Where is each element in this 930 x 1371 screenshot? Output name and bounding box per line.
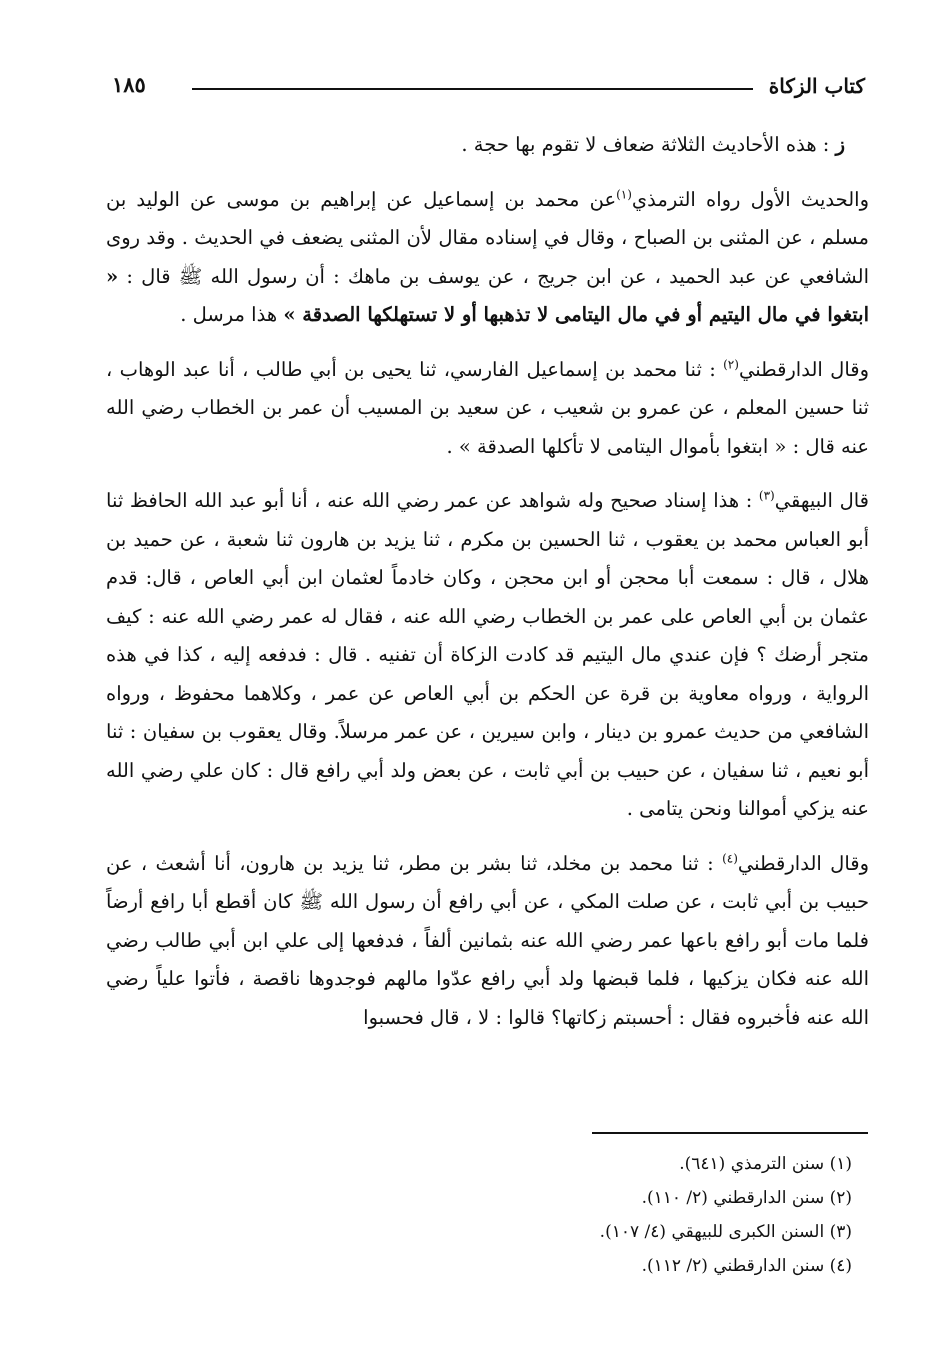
- paragraph-daraqutni-2-intro: وقال الدارقطني: [737, 851, 870, 875]
- footnote-ref-3[interactable]: (٣): [758, 488, 775, 503]
- footnote-1: (١) سنن الترمذي (٦٤١).: [679, 1154, 852, 1174]
- editor-note-mark: ز: [835, 133, 845, 156]
- footnote-2: (٢) سنن الدارقطني (٢/ ١١٠).: [641, 1188, 852, 1208]
- paragraph-tirmidhi-body: عن محمد بن إسماعيل عن إبراهيم بن موسى عن الوليد بن مسلم ، عن المثنى بن الصباح ، وقال في إسناده مقال لأن المثنى يضعف في الحديث . وقد روى الشافعي عن عبد الحميد ، عن ابن جريج ، عن يوسف بن ماهك : أن رسول الله ﷺ قال :: [106, 187, 869, 288]
- footnote-ref-1[interactable]: (١): [616, 187, 632, 201]
- footnote-3: (٣) السنن الكبرى للبيهقي (٤/ ١٠٧).: [599, 1222, 852, 1242]
- main-text: [106, 126, 869, 1053]
- chapter-title: كتاب الزكاة: [768, 74, 865, 98]
- footnotes: [352, 1147, 852, 1283]
- footnote-ref-2[interactable]: (٢): [723, 357, 739, 371]
- page-number: ١٨٥: [112, 72, 146, 97]
- paragraph-tirmidhi-intro: والحديث الأول رواه الترمذي: [631, 187, 869, 211]
- paragraph-bayhaqi-intro: قال البيهقي: [774, 489, 869, 512]
- paragraph-tirmidhi-end: هذا مرسل .: [180, 303, 278, 326]
- editor-note: [106, 126, 869, 165]
- paragraph-bayhaqi-body: : هذا إسناد صحيح وله شواهد عن عمر رضي الله عنه ، أنا أبو عبد الله الحافظ ثنا أبو العباس محمد بن يعقوب ، ثنا الحسين بن مكرم ، ثنا يزيد بن هارون ثنا شعبة ، عن حميد بن هلال ، قال : سمعت أبا محجن أو ابن محجن ، وكان خادماً لعثمان ابن أبي العاص ، قال: قدم عثمان بن أبي العاص على عمر بن الخطاب رضي الله عنه ، فقال له عمر رضي الله عنه : كيف متجر أرضك ؟ فإن عندي مال اليتيم قد كادت الزكاة أن تفنيه . قال : فدفعه إليه ، كذا في هذه الرواية ، ورواه معاوية بن قرة عن الحكم بن أبي العاص عن عمر ، وكلاهما محفوظ ، ورواه الشافعي من حديث عمرو بن دينار ، وابن سيرين ، عن عمر مرسلاً. وقال يعقوب بن سفيان : ثنا أبو نعيم ، ثنا سفيان ، عن حبيب بن أبي ثابت ، عن بعض ولد أبي رافع قال : كان علي رضي الله عنه يزكي أموالنا ونحن يتامى .: [106, 489, 870, 820]
- header-rule: [192, 88, 753, 90]
- paragraph-tirmidhi: [106, 181, 869, 335]
- editor-note-text: : هذه الأحاديث الثلاثة ضعاف لا تقوم بها حجة .: [461, 133, 830, 156]
- hadith-quote: « ابتغوا في مال اليتيم أو في مال اليتامى لا تذهبها أو لا تستهلكها الصدقة »: [106, 264, 869, 326]
- paragraph-daraqutni-2-body: : ثنا محمد بن مخلد، ثنا بشر بن مطر، ثنا يزيد بن هارون، أنا أشعث ، عن حبيب بن أبي ثابت ، عن صلت المكي ، عن أبي رافع أن رسول الله ﷺ كان أقطع أبا رافع أرضاً فلما مات أبو رافع باعها عمر رضي الله عنه بثمانين ألفاً ، فدفعها إلى علي ابن أبي طالب رضي الله عنه فكان يزكيها ، فلما قبضها ولد أبي رافع عدّوا مالهم فوجدوها ناقصة ، فأتوا علياً رضي الله عنه فأخبروه فقال : أحسبتم زكاتها؟ قالوا : لا ، قال فحسبوا: [106, 851, 869, 1029]
- paragraph-daraqutni-2: [106, 845, 869, 1038]
- paragraph-daraqutni-1: [106, 351, 869, 467]
- paragraph-bayhaqi: [106, 482, 869, 829]
- footnote-ref-4[interactable]: (٤): [722, 851, 738, 865]
- paragraph-daraqutni-1-intro: وقال الدارقطني: [738, 357, 869, 381]
- paragraph-daraqutni-1-body: : ثنا محمد بن إسماعيل الفارسي، ثنا يحيى بن أبي طالب ، أنا عبد الوهاب ، ثنا حسين المعلم ، عن عمرو بن شعيب ، عن سعيد بن المسيب أن عمر بن الخطاب رضي الله عنه قال : « ابتغوا بأموال اليتامى لا تأكلها الصدقة » .: [106, 357, 869, 458]
- footnote-4: (٤) سنن الدارقطني (٢/ ١١٢).: [641, 1256, 852, 1276]
- footnote-separator: [592, 1132, 868, 1134]
- running-header: [112, 70, 865, 110]
